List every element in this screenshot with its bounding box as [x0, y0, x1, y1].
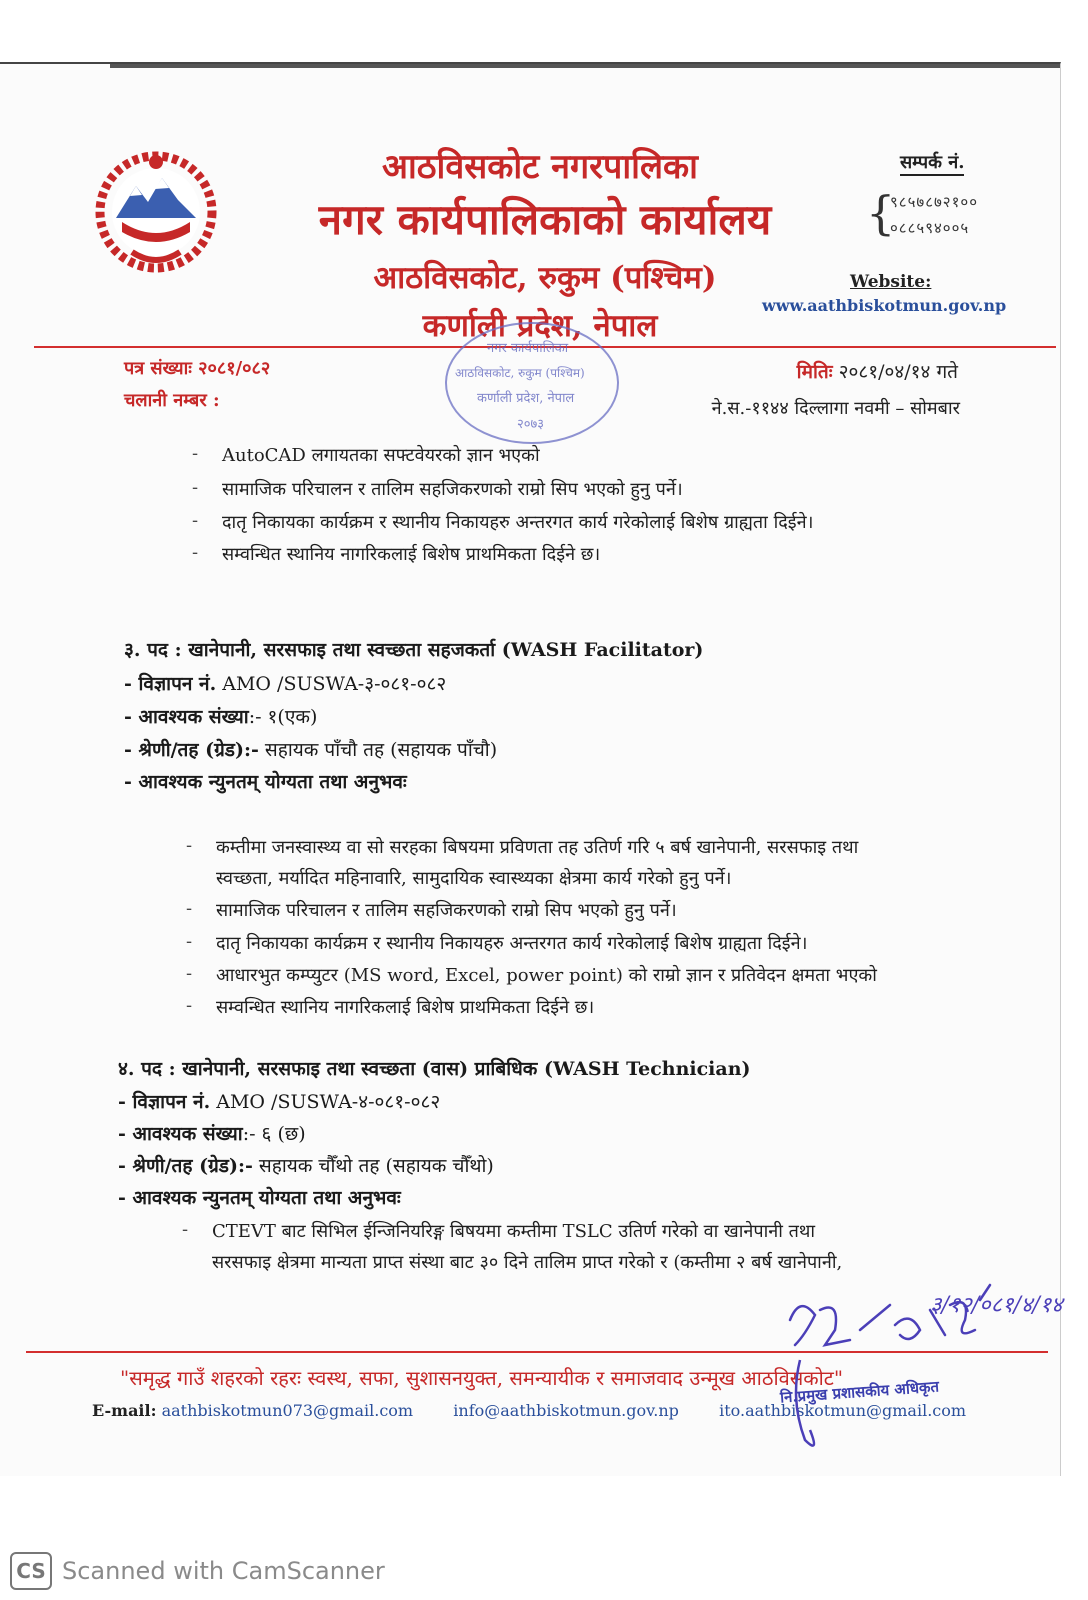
dispatch-number: चलानी नम्बर : [124, 390, 220, 411]
requirement-item: - सम्वन्धित स्थानिय नागरिकलाई बिशेष प्राथमिकता दिईने छ। [192, 542, 601, 565]
post-4-count: - आवश्यक संख्या:- ६ (छ) [118, 1123, 306, 1145]
email-link-3[interactable]: ito.aathbiskotmun@gmail.com [719, 1401, 967, 1420]
office-name: नगर कार्यपालिकाको कार्यालय [318, 195, 772, 244]
contact-label: सम्पर्क नं. [900, 150, 964, 176]
phone-number-1: ९८५७८७२१०० [890, 193, 979, 211]
requirement-item: - दातृ निकायका कार्यक्रम र स्थानीय निकायहरु अन्तरगत कार्य गरेकोलाई बिशेष ग्राह्यता दिईने। [186, 931, 808, 954]
requirement-item: - सामाजिक परिचालन र तालिम सहजिकरणको राम्रो सिप भएको हुनु पर्ने। [186, 898, 677, 921]
requirement-item-continued: स्वच्छता, मर्यादित महिनावारि, सामुदायिक स्वास्थ्यका क्षेत्रमा कार्य गरेको हुनु पर्ने। [216, 868, 732, 889]
date-line [797, 358, 958, 384]
email-link-1[interactable]: aathbiskotmun073@gmail.com [161, 1401, 414, 1420]
post-4-ad-number: - विज्ञापन नं. AMO /SUSWA-४-०८१-०८२ [118, 1091, 441, 1113]
stamp-line: आठविसकोट, रुकुम (पश्चिम) [455, 366, 585, 380]
signature-title: नि.प्रमुख प्रशासकीय अधिकृत [779, 1377, 940, 1407]
post-4-qualification-label: - आवश्यक न्युनतम् योग्यता तथा अनुभवः [118, 1187, 401, 1209]
camscanner-watermark [10, 1552, 385, 1590]
camscanner-logo-icon: CS [10, 1552, 52, 1590]
requirement-item-continued: सरसफाइ क्षेत्रमा मान्यता प्राप्त संस्था बाट ३० दिने तालिम प्राप्त गरेको र (कम्तीमा २ बर्ष खानेपानी, [212, 1252, 843, 1273]
requirement-item: - सम्वन्धित स्थानिय नागरिकलाई बिशेष प्राथमिकता दिईने छ। [186, 995, 595, 1018]
date-label: मितिः [796, 361, 833, 383]
stamp-line: कर्णाली प्रदेश, नेपाल [477, 391, 575, 406]
footer-motto: "समृद्ध गाउँ शहरको रहरः स्वस्थ, सफा, सुशासनयुक्त, समन्यायीक र समाजवाद उन्मूख आठविसकोट" [120, 1366, 844, 1390]
office-stamp [445, 322, 619, 444]
office-location: आठविसकोट, रुकुम (पश्चिम) [373, 260, 717, 296]
requirement-item: - AutoCAD लगायतका सफ्टवेयरको ज्ञान भएको [192, 443, 540, 466]
province-name: कर्णाली प्रदेश, नेपाल [422, 308, 658, 344]
nepal-sambat-date: ने.स.-११४४ दिल्लागा नवमी – सोमबार [711, 398, 960, 419]
stamp-line: २०७३ [517, 417, 545, 432]
municipality-name: आठविसकोट नगरपालिका [382, 147, 698, 187]
stamp-line: नगर कार्यपालिका [487, 341, 569, 356]
letter-number: पत्र संख्याः २०८१/०८२ [124, 358, 271, 379]
website-link[interactable]: www.aathbiskotmun.gov.np [762, 296, 1007, 315]
requirement-item: - CTEVT बाट सिभिल ईन्जिनियरिङ्ग बिषयमा कम्तीमा TSLC उतिर्ण गरेको वा खानेपानी तथा [182, 1219, 816, 1242]
post-3-title: ३. पद : खानेपानी, सरसफाइ तथा स्वच्छता सहजकर्ता (WASH Facilitator) [124, 639, 704, 661]
page-edge-shadow [110, 64, 1060, 68]
website-label: Website: [850, 272, 932, 292]
date-value: २०८१/०४/१४ गते [838, 361, 958, 383]
post-3-ad-number: - विज्ञापन नं. AMO /SUSWA-३-०८१-०८२ [124, 673, 447, 695]
brace-icon: { [866, 186, 896, 240]
post-4-title: ४. पद : खानेपानी, सरसफाइ तथा स्वच्छता (वास) प्राबिधिक (WASH Technician) [118, 1058, 751, 1080]
post-4-grade: - श्रेणी/तह (ग्रेड):- सहायक चौँथो तह (सहायक चौँथो) [118, 1155, 494, 1177]
handwritten-signature [780, 1290, 1063, 1460]
signature-date: ३/१२/०८१/४/१४ [930, 1293, 1063, 1318]
camscanner-text: Scanned with CamScanner [62, 1557, 385, 1585]
phone-number-2: ०८८५९४००५ [890, 219, 970, 237]
post-3-qualification-label: - आवश्यक न्युनतम् योग्यता तथा अनुभवः [124, 771, 407, 793]
requirement-item: - कम्तीमा जनस्वास्थ्य वा सो सरहका बिषयमा प्रविणता तह उतिर्ण गरि ५ बर्ष खानेपानी, सरसफाइ तथा [186, 835, 859, 858]
post-3-count: - आवश्यक संख्या:- १(एक) [124, 706, 318, 728]
requirement-item: - दातृ निकायका कार्यक्रम र स्थानीय निकायहरु अन्तरगत कार्य गरेकोलाई बिशेष ग्राह्यता दिईने। [192, 510, 814, 533]
requirement-item: - आधारभुत कम्प्युटर (MS word, Excel, power point) को राम्रो ज्ञान र प्रतिवेदन क्षमता भएको [186, 963, 877, 986]
email-link-2[interactable]: info@aathbiskotmun.gov.np [453, 1401, 679, 1420]
requirement-item: - सामाजिक परिचालन र तालिम सहजिकरणको राम्रो सिप भएको हुनु पर्ने। [192, 477, 683, 500]
email-label: E-mail: [92, 1401, 157, 1420]
post-3-grade: - श्रेणी/तह (ग्रेड):- सहायक पाँचौ तह (सहायक पाँचौ) [124, 739, 498, 761]
nepal-emblem-icon [92, 148, 220, 272]
